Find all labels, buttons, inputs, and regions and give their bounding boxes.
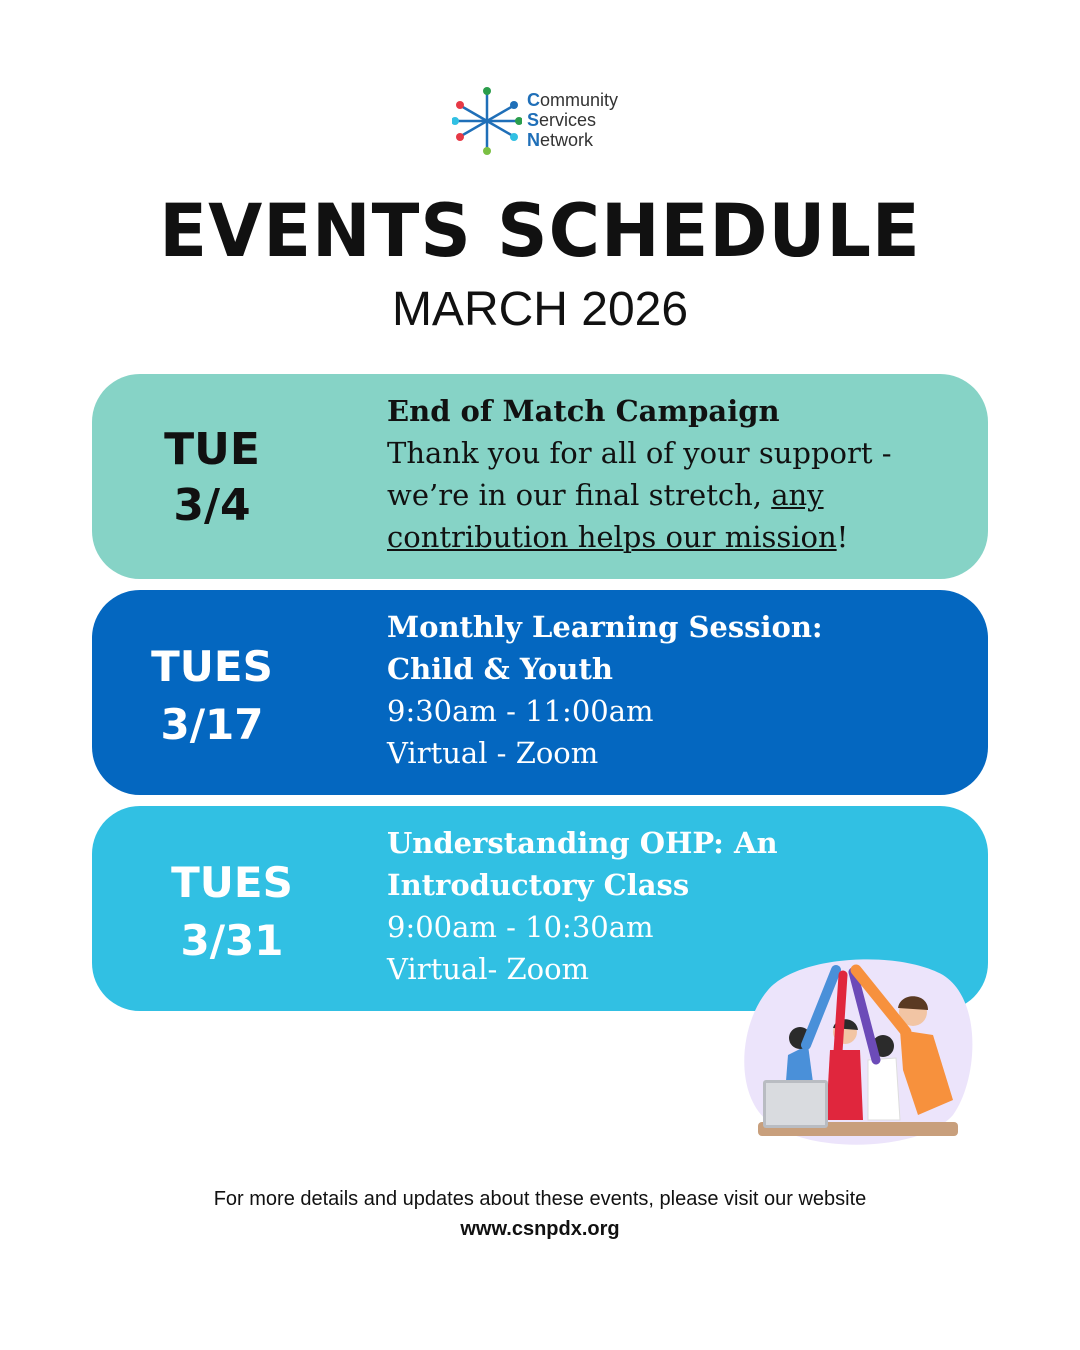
event-location: Virtual - Zoom <box>387 736 599 770</box>
team-high-five-illustration <box>728 950 978 1150</box>
event-description-line: Thank you for all of your support - <box>387 436 892 470</box>
event-time: 9:30am - 11:00am <box>387 694 654 728</box>
contribution-link[interactable]: contribution helps our mission <box>387 520 837 554</box>
contribution-link[interactable]: any <box>771 478 824 512</box>
page-title: EVENTS SCHEDULE <box>159 187 921 275</box>
event-title: Monthly Learning Session: <box>387 610 823 644</box>
event-title: Introductory Class <box>387 868 690 902</box>
event-date <box>132 638 292 754</box>
event-date-number: 3/31 <box>180 916 284 965</box>
event-location: Virtual- Zoom <box>387 952 590 986</box>
website-link[interactable]: www.csnpdx.org <box>460 1218 620 1240</box>
event-time: 9:00am - 10:30am <box>387 910 654 944</box>
event-day: TUE <box>164 424 260 475</box>
event-title: Understanding OHP: An <box>387 826 778 860</box>
footer-text: For more details and updates about these events, please visit our website <box>213 1188 867 1210</box>
event-title: End of Match Campaign <box>387 394 780 428</box>
logo <box>452 86 652 156</box>
event-date-number: 3/17 <box>160 700 264 749</box>
event-card <box>92 374 988 579</box>
event-date <box>152 854 312 970</box>
event-day: TUES <box>171 858 293 907</box>
event-day: TUES <box>151 642 273 691</box>
logo-wordmark: Community Services Network <box>527 90 619 150</box>
network-star-icon <box>452 86 522 156</box>
event-date <box>132 422 292 534</box>
page-subtitle: MARCH 2026 <box>391 283 689 336</box>
event-date-number: 3/4 <box>173 480 251 531</box>
event-title: Child & Youth <box>387 652 613 686</box>
event-info <box>387 606 967 774</box>
footer <box>0 1184 1080 1244</box>
event-card <box>92 590 988 795</box>
event-description-line: we’re in our final stretch, any <box>387 478 824 512</box>
event-info <box>387 390 967 558</box>
event-description-line: contribution helps our mission! <box>387 520 849 554</box>
